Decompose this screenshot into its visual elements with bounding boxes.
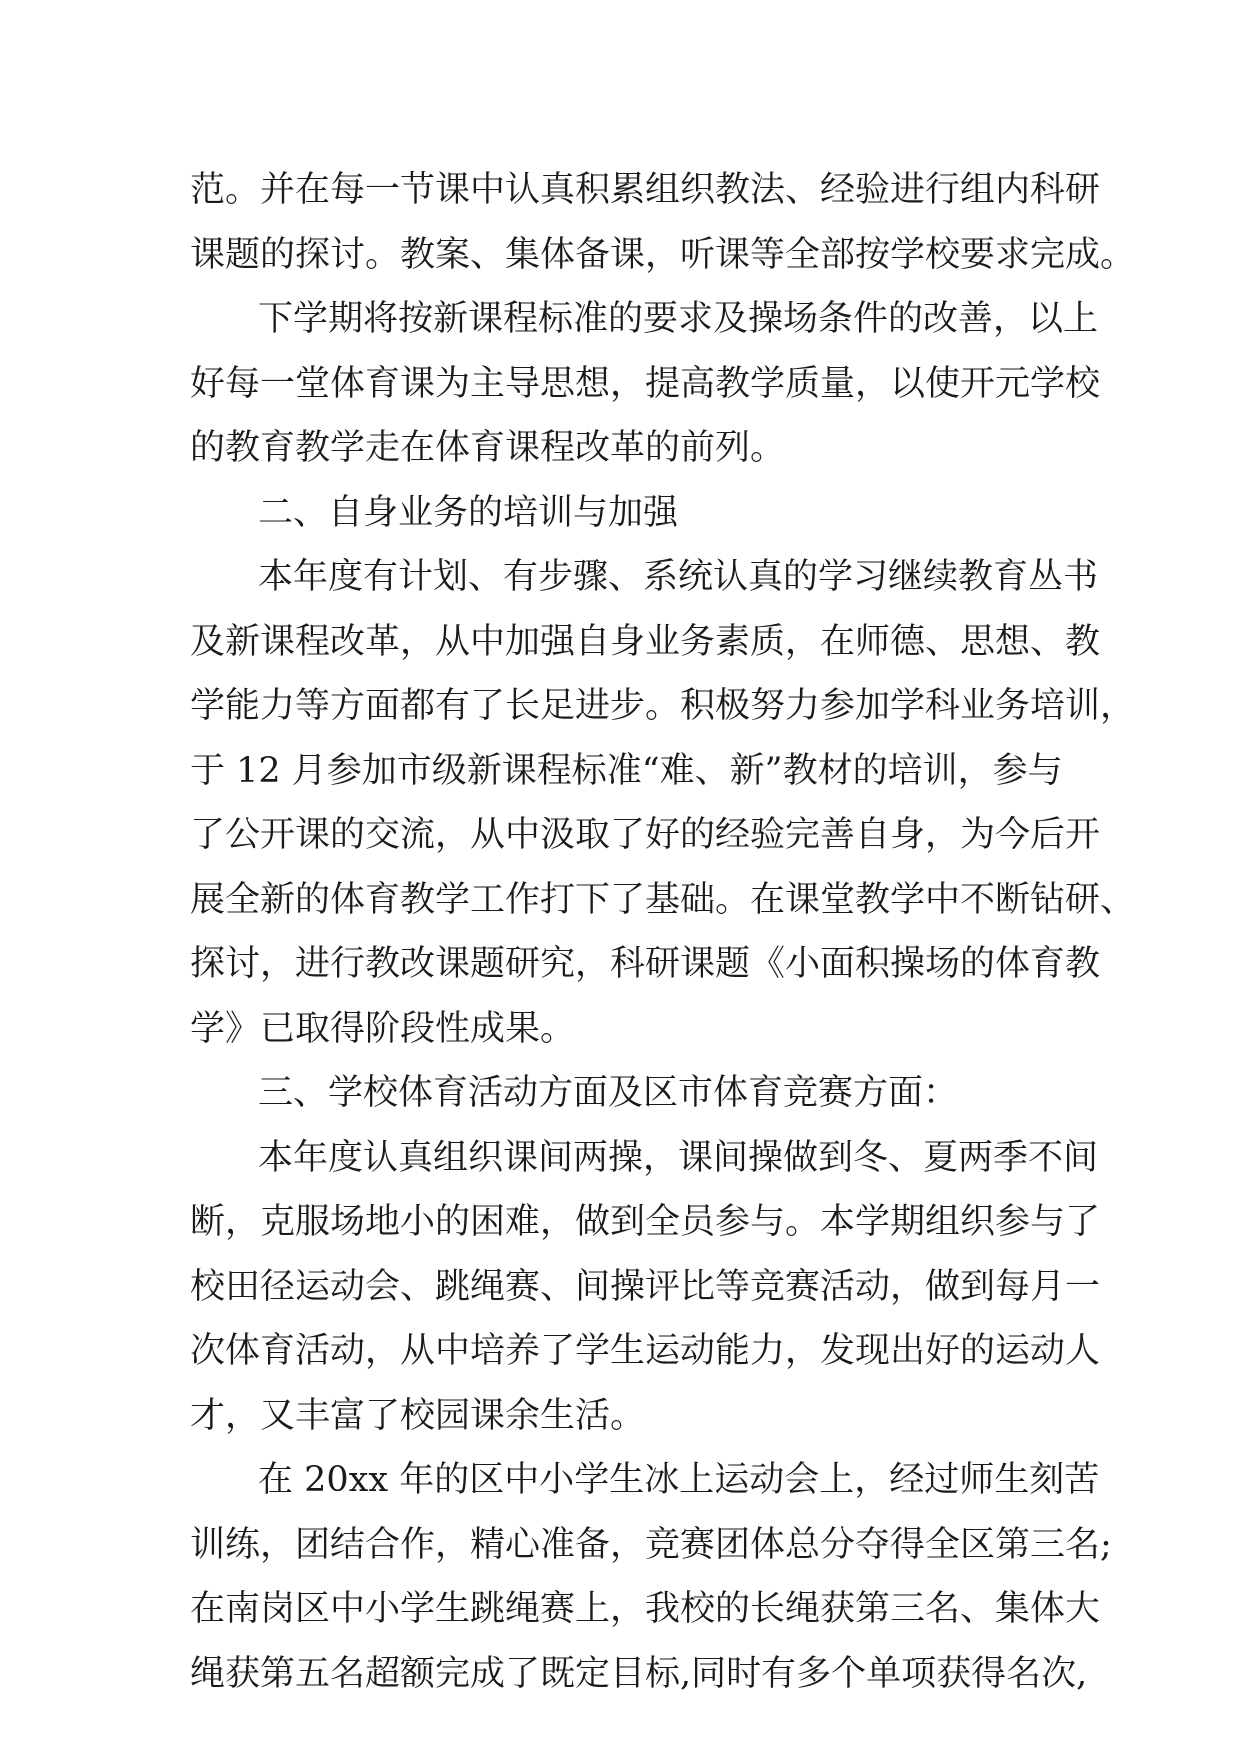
text-line: 断，克服场地小的困难，做到全员参与。本学期组织参与了	[190, 1202, 1101, 1242]
text-line: 校田径运动会、跳绳赛、间操评比等竞赛活动，做到每月一	[190, 1266, 1101, 1307]
text-line: 学能力等方面都有了长足进步。积极努力参加学科业务培训，	[190, 686, 1136, 726]
text-line: 探讨，进行教改课题研究，科研课题《小面积操场的体育教	[190, 944, 1101, 984]
text-line: 下学期将按新课程标准的要求及操场条件的改善，以上	[258, 299, 1099, 339]
text-line: 在 20xx 年的区中小学生冰上运动会上，经过师生刻苦	[258, 1460, 1100, 1500]
text-line: 三、学校体育活动方面及区市体育竞赛方面：	[258, 1073, 959, 1113]
text-line: 学》已取得阶段性成果。	[190, 1008, 576, 1049]
text-line: 在南岗区中小学生跳绳赛上，我校的长绳获第三名、集体大	[190, 1589, 1101, 1629]
text-line: 于 12 月参加市级新课程标准“难、新”教材的培训，参与	[190, 750, 1063, 791]
text-line: 展全新的体育教学工作打下了基础。在课堂教学中不断钻研、	[190, 879, 1136, 920]
text-line: 绳获第五名超额完成了既定目标,同时有多个单项获得名次,	[190, 1653, 1088, 1694]
text-line: 范。并在每一节课中认真积累组织教法、经验进行组内科研	[190, 170, 1101, 210]
text-line: 才，又丰富了校园课余生活。	[190, 1395, 646, 1436]
text-line: 好每一堂体育课为主导思想，提高教学质量，以使开元学校	[190, 363, 1101, 404]
text-line: 本年度有计划、有步骤、系统认真的学习继续教育丛书	[258, 557, 1099, 597]
text-line: 了公开课的交流，从中汲取了好的经验完善自身，为今后开	[190, 815, 1101, 855]
text-line: 的教育教学走在体育课程改革的前列。	[190, 428, 786, 468]
text-line: 训练，团结合作，精心准备，竞赛团体总分夺得全区第三名;	[190, 1524, 1112, 1565]
text-line: 及新课程改革，从中加强自身业务素质，在师德、思想、教	[190, 621, 1101, 662]
document-body	[190, 158, 1136, 1706]
text-line: 课题的探讨。教案、集体备课，听课等全部按学校要求完成。	[190, 234, 1136, 275]
text-line: 二、自身业务的培训与加强	[258, 492, 679, 533]
text-line: 本年度认真组织课间两操，课间操做到冬、夏两季不间	[258, 1137, 1099, 1178]
text-line: 次体育活动，从中培养了学生运动能力，发现出好的运动人	[190, 1331, 1101, 1371]
